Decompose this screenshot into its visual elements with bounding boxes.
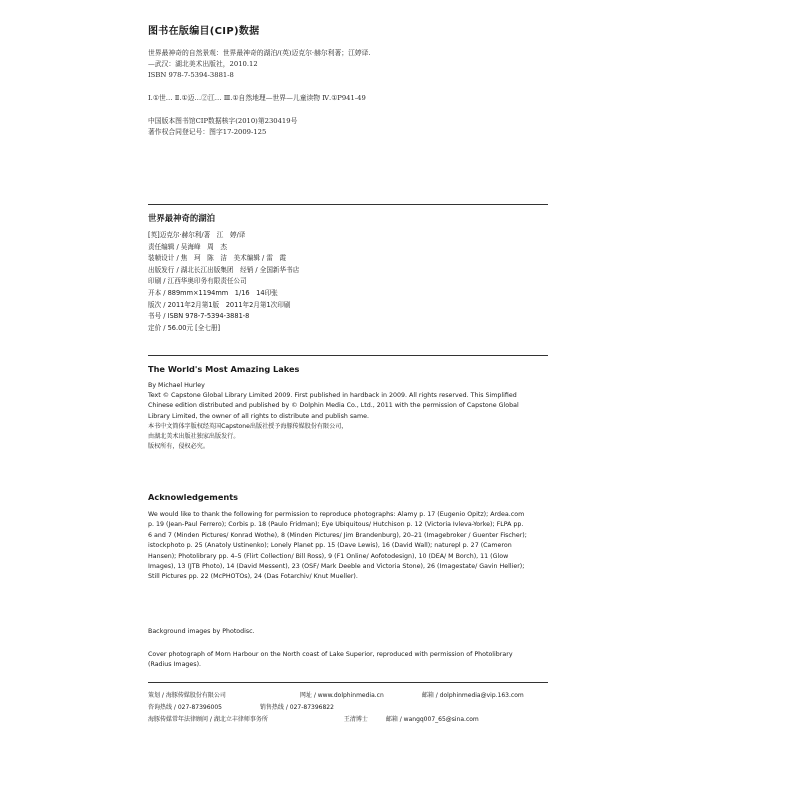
- sales-hotline: 销售热线 / 027-87396822: [259, 704, 334, 712]
- lawyer-email: 邮箱 / wangq007_65@sina.com: [385, 716, 479, 724]
- credit-line: 书号 / ISBN 978-7-5394-3881-8: [148, 312, 250, 321]
- email: 邮箱 / dolphinmedia@vip.163.com: [421, 692, 524, 699]
- english-title: The World's Most Amazing Lakes: [148, 364, 300, 374]
- cip-line: ISBN 978-7-5394-3881-8: [148, 71, 234, 79]
- cip-heading: 图书在版编目(CIP)数据: [148, 26, 260, 37]
- copyright-notice: Text © Capstone Global Library Limited 2009. First published in hardback in 2009. All rights reserved. This Simplified Chinese edition distributed and published by © Dolphin Media Co., Ltd., 2011 with the permission of Capstone Global Library Limited, the owner of all rights to distribute and publish same.: [148, 392, 519, 420]
- publisher-footer: [148, 690, 524, 727]
- planning-credit: 策划 / 海豚传媒股份有限公司: [148, 692, 226, 699]
- english-rights: [148, 381, 528, 452]
- legal-counsel: 海豚传媒常年法律顾问 / 湖北立丰律师事务所: [148, 716, 268, 724]
- credit-line: 版次 / 2011年2月第1版 2011年2月第1次印刷: [148, 300, 291, 309]
- credit-line: 装帧设计 / 焦 珂 陈 洁 美术编辑 / 雷 霞: [148, 254, 287, 263]
- credit-line: 印刷 / 江西华奥印务有限责任公司: [148, 277, 247, 286]
- license-line: 版权所有，侵权必究。: [148, 443, 209, 451]
- acknowledgements-body: We would like to thank the following for permission to reproduce photographs: Alamy p. 17 (Eugenio Opitz); Ardea.com p. 19 (Jean-Paul Ferrero); Corbis p. 18 (Paulo Fridman); Eye Ubiquitous/ Hutchison p. 12 (Victoria Ivleva-Yorke); FLPA pp. 6 and 7 (Minden Pictures/ Konrad Wothe), 8 (Minden Pictures/ Jim Brandenburg), 20–21 (Imagebroker / Guenter Fischer); istockphoto p. 25 (Anatoly Ustinenko); Lonely Planet pp. 15 (Dave Lewis), 16 (David Wall); naturepl p. 27 (Cameron Hansen); Photolibrary pp. 4–5 (Flirt Collection/ Bill Ross), 9 (F1 Online/ Aofotodesign), 10 (DEA/ M Borch), 11 (Glow Images), 13 (JTB Photo), 14 (David Messent), 23 (OSF/ Mark Deeble and Victoria Stone), 26 (Imagestate/ Gavin Hellier); Still Pictures pp. 22 (McPHOTOs), 24 (Das Fotarchiv/ Knut Mueller).: [148, 511, 527, 581]
- cover-photo-note: Cover photograph of Morn Harbour on the North coast of Lake Superior, reproduced with permission of Photolibrary (Radius Images).: [148, 651, 513, 669]
- cip-record: [148, 48, 528, 138]
- license-line: 由湖北美术出版社独家出版发行。: [148, 433, 240, 441]
- website: 网址 / www.dolphinmedia.cn: [299, 692, 384, 699]
- credit-line: 出版发行 / 湖北长江出版集团 经销 / 全国新华书店: [148, 265, 300, 274]
- license-line: 本书中文简体字版权经英国Capstone出版社授予海豚传媒股份有限公司，: [148, 422, 348, 430]
- credit-line: [英]迈克尔·赫尔利/著 江 婷/译: [148, 231, 246, 239]
- cip-line: 世界最神奇的自然景观：世界最神奇的湖泊/(英)迈克尔·赫尔利著；江婷译.: [148, 49, 371, 57]
- divider: [148, 355, 548, 356]
- acknowledgements-heading: Acknowledgements: [148, 492, 238, 502]
- cip-record-line: 著作权合同登记号：图字17-2009-125: [148, 128, 267, 136]
- divider: [148, 682, 548, 683]
- chinese-title: 世界最神奇的湖泊: [148, 213, 215, 223]
- byline: By Michael Hurley: [148, 382, 205, 389]
- cip-record-line: 中国版本图书馆CIP数据核字(2010)第230419号: [148, 117, 298, 125]
- background-images-note: Background images by Photodisc.: [148, 628, 255, 635]
- divider: [148, 204, 548, 205]
- lawyer-name: 王清博士: [343, 716, 368, 724]
- cip-line: —武汉：湖北美术出版社，2010.12: [148, 60, 258, 68]
- credit-line: 开本 / 889mm×1194mm 1/16 14印张: [148, 288, 278, 297]
- hotline: 咨询热线 / 027-87396005: [148, 704, 222, 712]
- cip-classification: Ⅰ.①世… Ⅱ.①迈…②江… Ⅲ.①自然地理—世界—儿童读物 Ⅳ.①P941-49: [148, 94, 366, 102]
- credit-line: 责任编辑 / 吴海峰 周 杰: [148, 242, 227, 251]
- chinese-credits: [148, 230, 299, 334]
- credit-line: 定价 / 56.00元 [全七册]: [148, 323, 221, 332]
